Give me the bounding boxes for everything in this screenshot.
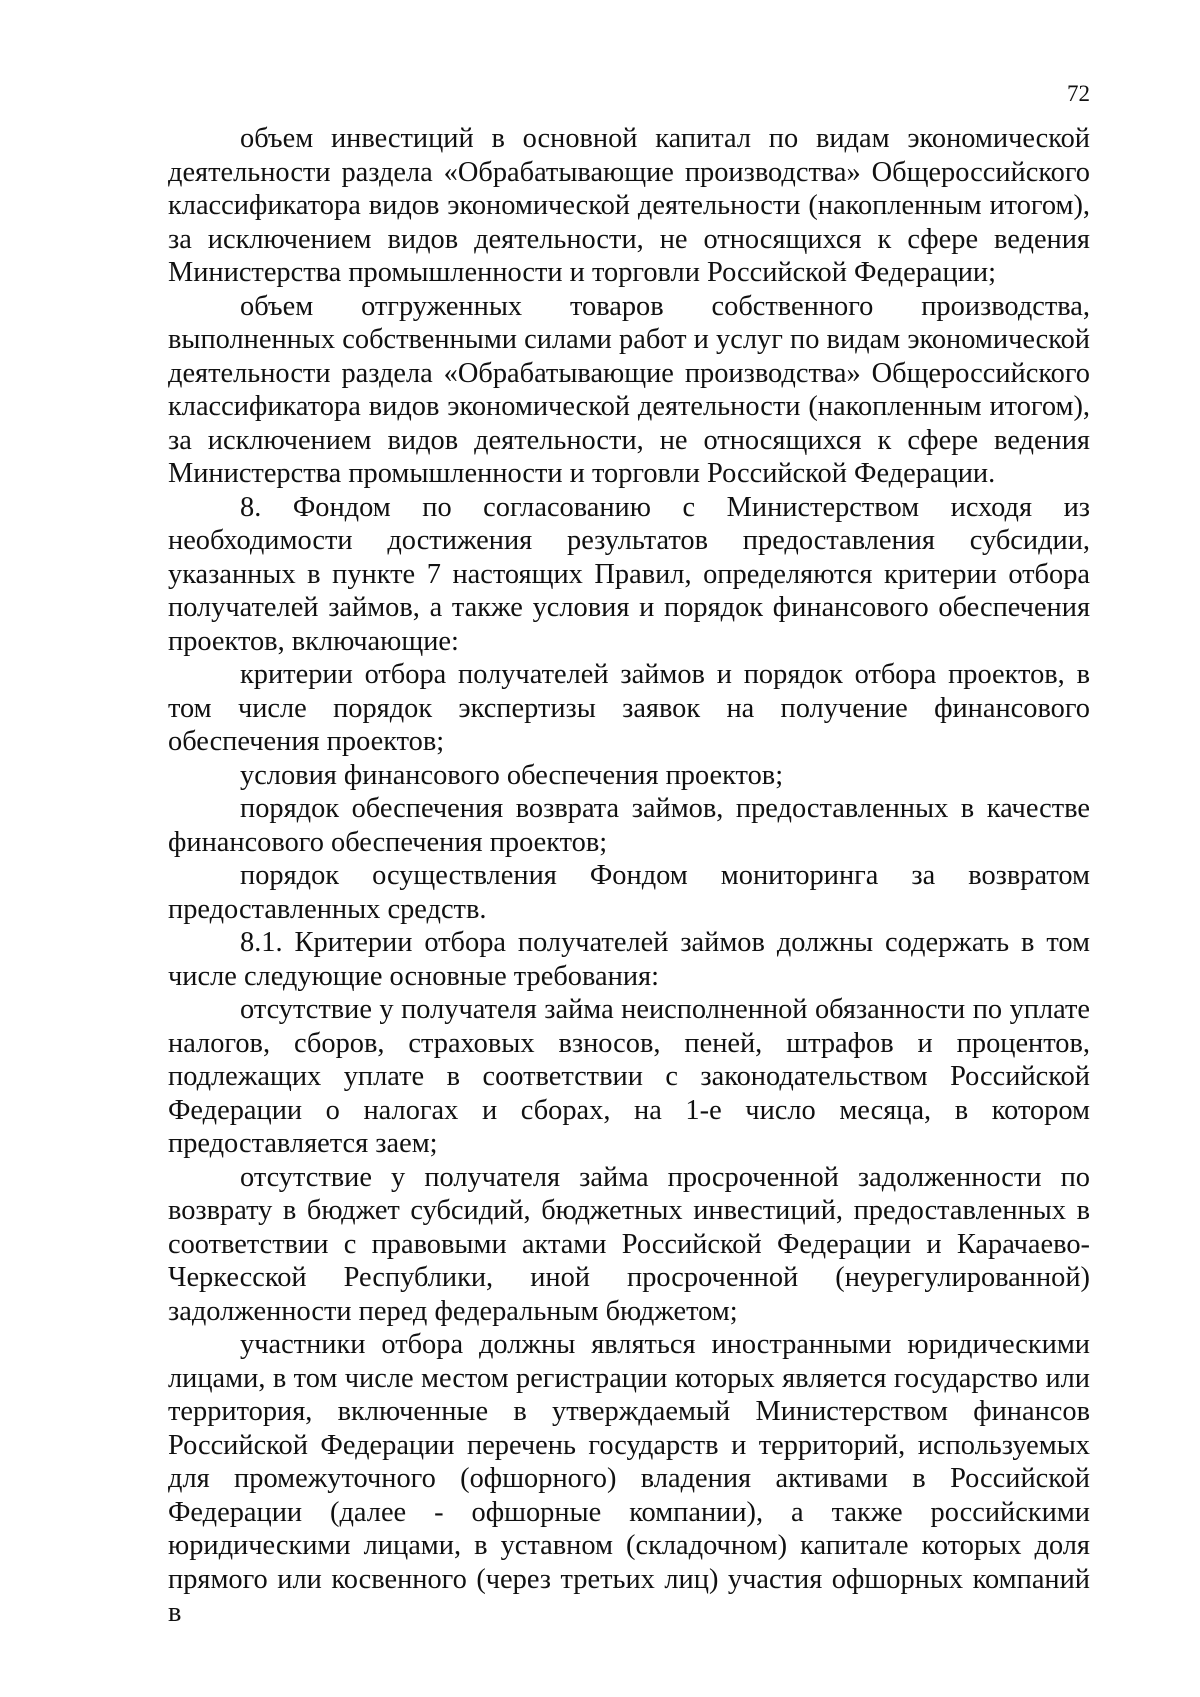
page-number: 72 bbox=[1067, 81, 1090, 106]
paragraph-no-tax-debt: отсутствие у получателя займа неисполненной обязанности по уплате налогов, сборов, страховых взносов, пеней, штрафов и процентов, подлежащих уплате в соответствии с законодательством Российской Федерации о налогах и сборах, на 1-е число месяца, в котором предоставляется заем; bbox=[168, 994, 1090, 1159]
paragraph-financing-conditions: условия финансового обеспечения проектов; bbox=[240, 759, 784, 791]
paragraph-loan-return-procedure: порядок обеспечения возврата займов, предоставленных в качестве финансового обеспечения проектов; bbox=[168, 793, 1090, 858]
paragraph-shipped-goods-volume: объем отгруженных товаров собственного производства, выполненных собственными силами работ и услуг по видам экономической деятельности раздела «Обрабатывающие производства» Общероссийского классификатора видов экономической деятельности (накопленным итогом), за исключением видов деятельности, не относящихся к сфере ведения Министерства промышленности и торговли Российской Федерации. bbox=[168, 290, 1090, 489]
paragraph-selection-criteria: критерии отбора получателей займов и порядок отбора проектов, в том числе порядок экспертизы заявок на получение финансового обеспечения проектов; bbox=[168, 659, 1090, 757]
paragraph-clause-8-1: 8.1. Критерии отбора получателей займов должны содержать в том числе следующие основные требования: bbox=[168, 927, 1090, 992]
document-body bbox=[168, 122, 1090, 1630]
paragraph-investment-volume: объем инвестиций в основной капитал по видам экономической деятельности раздела «Обрабатывающие производства» Общероссийского классификатора видов экономической деятельности (накопленным итогом), за исключением видов деятельности, не относящихся к сфере ведения Министерства промышленности и торговли Российской Федерации; bbox=[168, 123, 1090, 288]
paragraph-offshore-companies: участники отбора должны являться иностранными юридическими лицами, в том числе местом регистрации которых является государство или территория, включенные в утверждаемый Министерством финансов Российской Федерации перечень государств и территорий, используемых для промежуточного (офшорного) владения активами в Российской Федерации (далее - офшорные компании), а также российскими юридическими лицами, в уставном (складочном) капитале которых доля прямого или косвенного (через третьих лиц) участия офшорных компаний в bbox=[168, 1329, 1090, 1628]
paragraph-monitoring-procedure: порядок осуществления Фондом мониторинга за возвратом предоставленных средств. bbox=[168, 860, 1090, 925]
paragraph-clause-8: 8. Фондом по согласованию с Министерством исходя из необходимости достижения результатов предоставления субсидии, указанных в пункте 7 настоящих Правил, определяются критерии отбора получателей займов, а также условия и порядок финансового обеспечения проектов, включающие: bbox=[168, 491, 1090, 657]
paragraph-no-overdue-debt: отсутствие у получателя займа просроченной задолженности по возврату в бюджет субсидий, бюджетных инвестиций, предоставленных в соответствии с правовыми актами Российской Федерации и Карачаево-Черкесской Республики, иной просроченной (неурегулированной) задолженности перед федеральным бюджетом; bbox=[168, 1161, 1090, 1327]
